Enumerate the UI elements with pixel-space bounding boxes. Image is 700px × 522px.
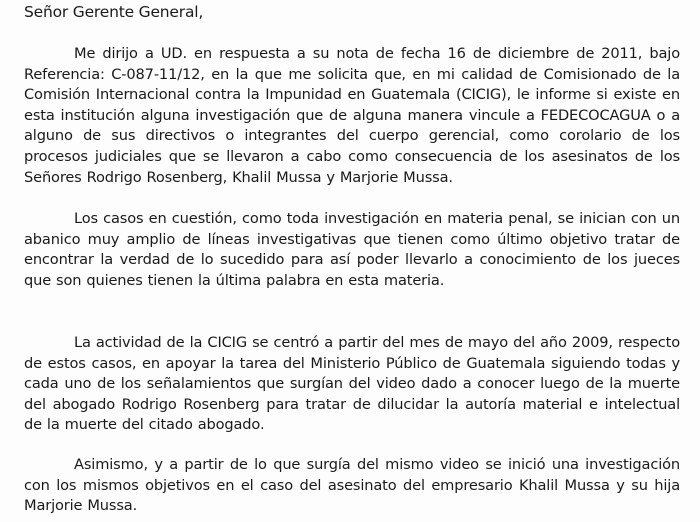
paragraph-request-response: Me dirijo a UD. en respuesta a su nota de fecha 16 de diciembre de 2011, bajo Referencia: C-087-11/12, en la que me solicita que, en mi calidad de Comisionado de la Comisión Internacional contra la Impunidad en Guatemala (CICIG), le informe si existe en esta institución alguna investigación que de alguna manera vincule a FEDECOCAGUA o a alguno de sus directivos o integrantes del cuerpo gerencial, como corolario de los procesos judiciales que se llevaron a cabo como consecuencia de los asesinatos de los Señores Rodrigo Rosenberg, Khalil Mussa y Marjorie Mussa. xyxy=(24,45,680,186)
salutation: Señor Gerente General, xyxy=(24,3,204,21)
paragraph-cicig-activity: La actividad de la CICIG se centró a partir del mes de mayo del año 2009, respecto de estos casos, en apoyar la tarea del Ministerio Público de Guatemala siguiendo todas y cada uno de los señalamientos que surgían del video dado a conocer luego de la muerte del abogado Rodrigo Rosenberg para tratar de dilucidar la autoría material e intelectual de la muerte del citado abogado. xyxy=(24,334,680,434)
paragraph-mussa-investigation: Asimismo, y a partir de lo que surgía del mismo video se inició una investigación con los mismos objetivos en el caso del asesinato del empresario Khalil Mussa y su hija Marjorie Mussa. xyxy=(24,456,680,515)
paragraph-investigation-lines: Los casos en cuestión, como toda investigación en materia penal, se inician con un abanico muy amplio de líneas investigativas que tienen como último objetivo tratar de encontrar la verdad de lo sucedido para así poder llevarlo a conocimiento de los jueces que son quienes tienen la última palabra en esta materia. xyxy=(24,210,680,289)
